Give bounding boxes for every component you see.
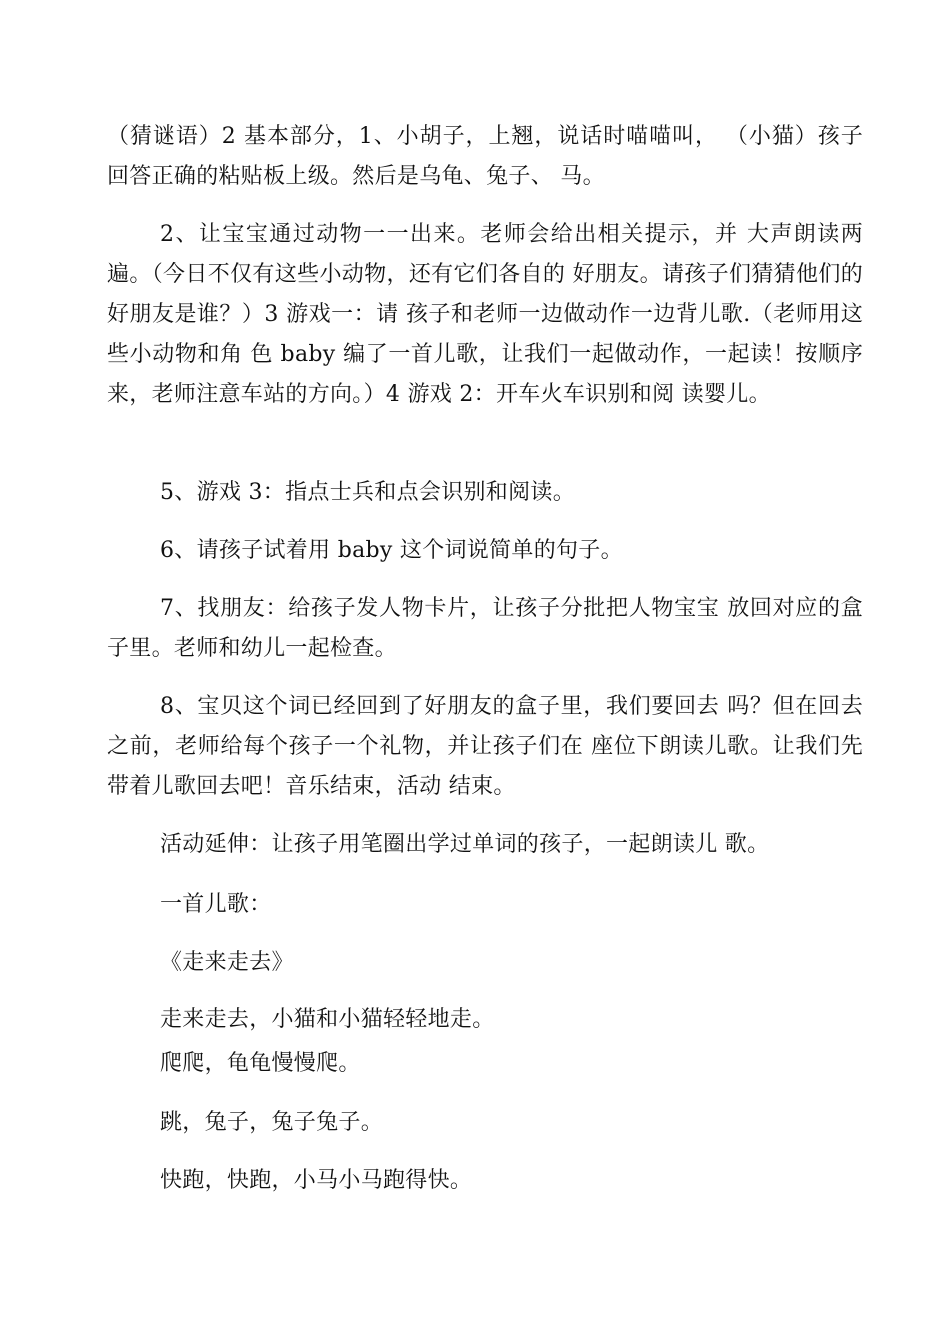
- paragraph-extension: 活动延伸：让孩子用笔圈出学过单词的孩子，一起朗读儿 歌。: [160, 832, 770, 857]
- paragraph-riddle: （猜谜语）2 基本部分，1、小胡子，上翘，说话时喵喵叫， （小猫）孩子回答正确的粘贴板上级。然后是乌龟、兔子、 马。: [107, 124, 863, 189]
- paragraph-step-7: 7、找朋友：给孩子发人物卡片，让孩子分批把人物宝宝 放回对应的盒子里。老师和幼儿一起检查。: [107, 596, 863, 661]
- song-line-3: 跳，兔子，兔子兔子。: [160, 1110, 384, 1135]
- song-line-4: 快跑，快跑，小马小马跑得快。: [160, 1168, 473, 1193]
- song-line-2: 爬爬，龟龟慢慢爬。: [160, 1051, 361, 1076]
- song-line-1: 走来走去，小猫和小猫轻轻地走。: [160, 1007, 495, 1032]
- song-title: 《走来走去》: [160, 950, 294, 975]
- paragraph-step-6: 6、请孩子试着用 baby 这个词说简单的句子。: [160, 538, 623, 563]
- paragraph-step-5: 5、游戏 3：指点士兵和点会识别和阅读。: [160, 480, 575, 505]
- paragraph-step-8: 8、宝贝这个词已经回到了好朋友的盒子里，我们要回去 吗？但在回去之前，老师给每个孩子一个礼物，并让孩子们在 座位下朗读儿歌。让我们先带着儿歌回去吧！音乐结束，活动 结束。: [107, 694, 863, 799]
- paragraph-step-2: 2、让宝宝通过动物一一出来。老师会给出相关提示，并 大声朗读两遍。（今日不仅有这些小动物，还有它们各自的 好朋友。请孩子们猜猜他们的好朋友是谁？）3 游戏一：请 孩子和老师一边做动作一边背儿歌.（老师用这些小动物和角 色 baby 编了一首儿歌，让我们一起做动作，一起读！按顺序 来，老师注意车站的方向。）4 游戏 2：开车火车识别和阅 读婴儿。: [107, 222, 863, 407]
- paragraph-song-intro: 一首儿歌：: [160, 892, 272, 917]
